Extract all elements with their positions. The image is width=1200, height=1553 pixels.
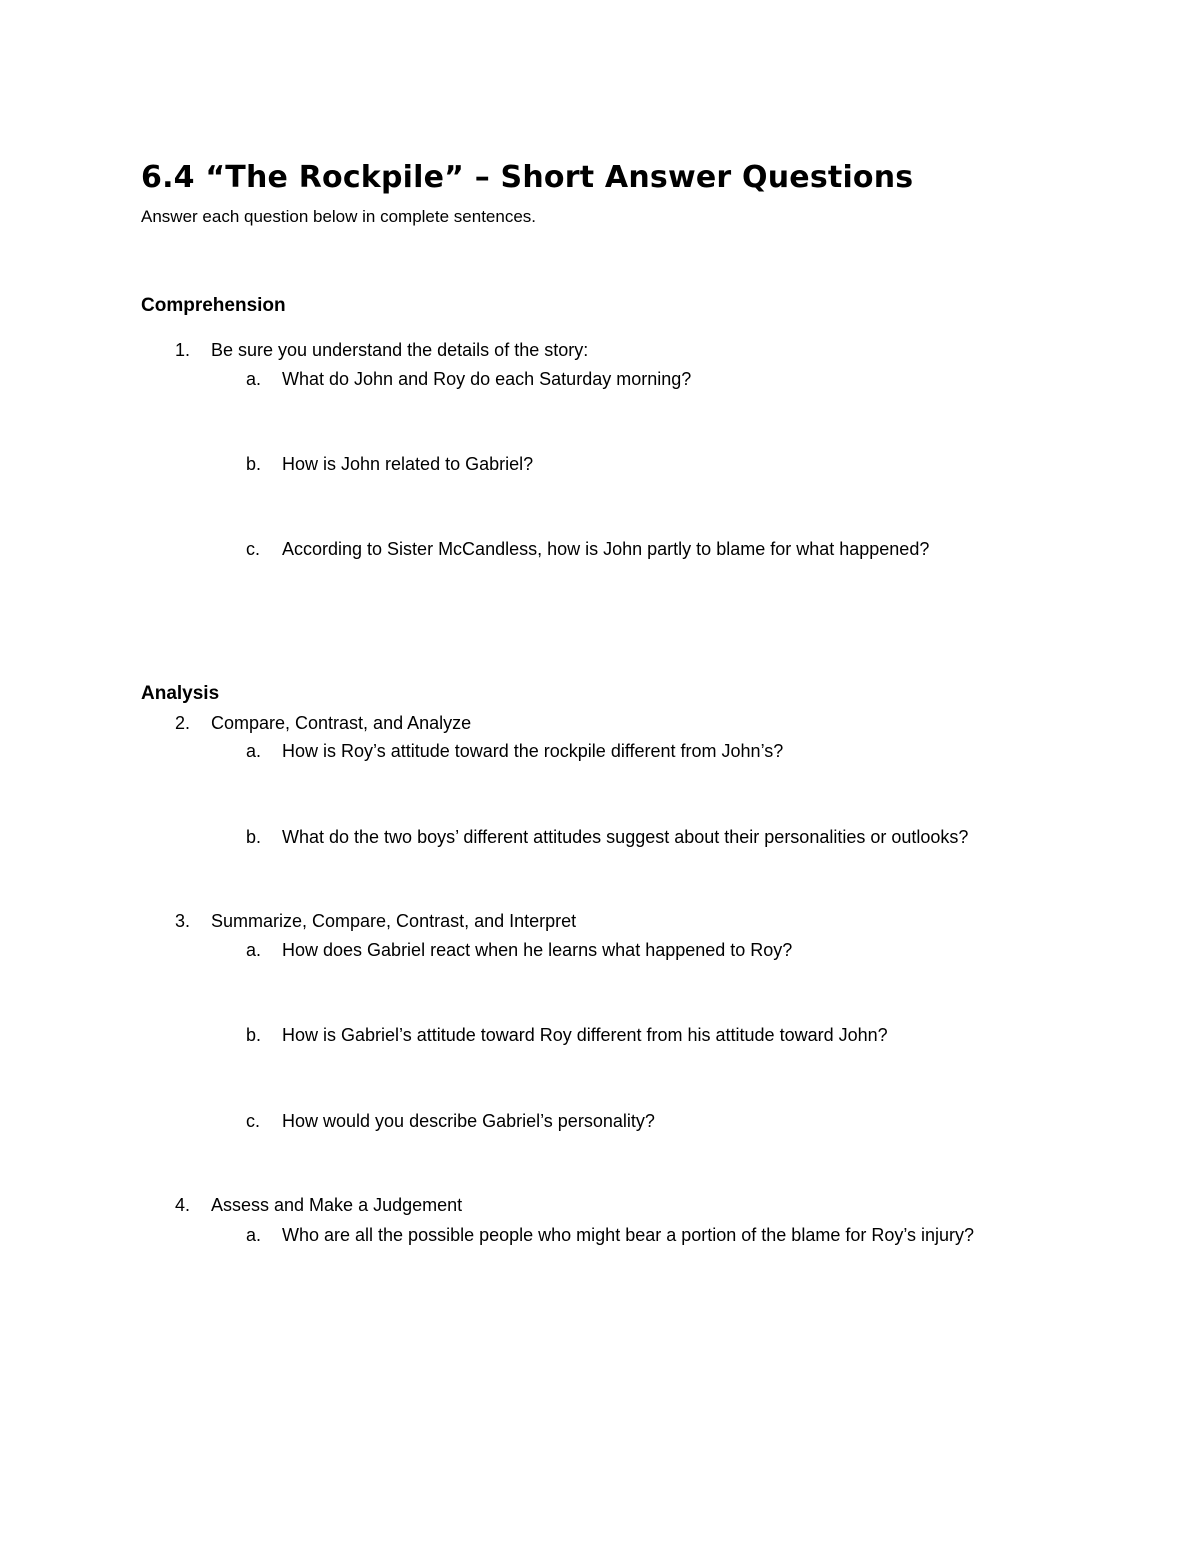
- instructions: Answer each question below in complete sentences.: [141, 207, 537, 226]
- question-number: 1.: [175, 340, 191, 360]
- section-heading-comprehension: Comprehension: [141, 295, 286, 316]
- sub-question-letter: a.: [246, 741, 262, 761]
- question-text: Be sure you understand the details of the story:: [211, 340, 589, 360]
- question-1b: [0, 454, 1200, 478]
- question-3a: [0, 940, 1200, 964]
- question-4a: [0, 1225, 1200, 1249]
- question-2: [0, 713, 1200, 737]
- question-1a: [0, 369, 1200, 393]
- sub-question-letter: c.: [246, 1111, 261, 1131]
- question-3: [0, 911, 1200, 935]
- sub-question-letter: a.: [246, 369, 262, 389]
- sub-question-letter: a.: [246, 1225, 262, 1245]
- question-1: [0, 340, 1200, 364]
- question-2a: [0, 741, 1200, 765]
- question-number: 3.: [175, 911, 191, 931]
- sub-question-letter: a.: [246, 940, 262, 960]
- sub-question-text: How would you describe Gabriel’s personality?: [282, 1111, 655, 1131]
- question-2b: [0, 827, 1200, 851]
- sub-question-text: How is John related to Gabriel?: [282, 454, 534, 474]
- question-text: Compare, Contrast, and Analyze: [211, 713, 472, 733]
- question-number: 2.: [175, 713, 191, 733]
- question-text: Assess and Make a Judgement: [211, 1195, 463, 1215]
- sub-question-letter: c.: [246, 539, 261, 559]
- section-heading-analysis: Analysis: [141, 683, 220, 704]
- question-3b: [0, 1025, 1200, 1049]
- sub-question-text: What do the two boys’ different attitudes suggest about their personalities or outlooks?: [282, 827, 969, 847]
- question-text: Summarize, Compare, Contrast, and Interpret: [211, 911, 577, 931]
- question-1c: [0, 539, 1200, 563]
- sub-question-text: What do John and Roy do each Saturday morning?: [282, 369, 692, 389]
- sub-question-letter: b.: [246, 1025, 262, 1045]
- question-3c: [0, 1111, 1200, 1135]
- sub-question-text: How is Gabriel’s attitude toward Roy different from his attitude toward John?: [282, 1025, 888, 1045]
- sub-question-text: Who are all the possible people who might bear a portion of the blame for Roy’s injury?: [282, 1225, 975, 1245]
- sub-question-text: How is Roy’s attitude toward the rockpile different from John’s?: [282, 741, 784, 761]
- page-title: 6.4 “The Rockpile” – Short Answer Questions: [141, 160, 914, 195]
- sub-question-letter: b.: [246, 454, 262, 474]
- sub-question-letter: b.: [246, 827, 262, 847]
- question-4: [0, 1195, 1200, 1219]
- question-number: 4.: [175, 1195, 191, 1215]
- sub-question-text: According to Sister McCandless, how is John partly to blame for what happened?: [282, 539, 930, 559]
- sub-question-text: How does Gabriel react when he learns what happened to Roy?: [282, 940, 793, 960]
